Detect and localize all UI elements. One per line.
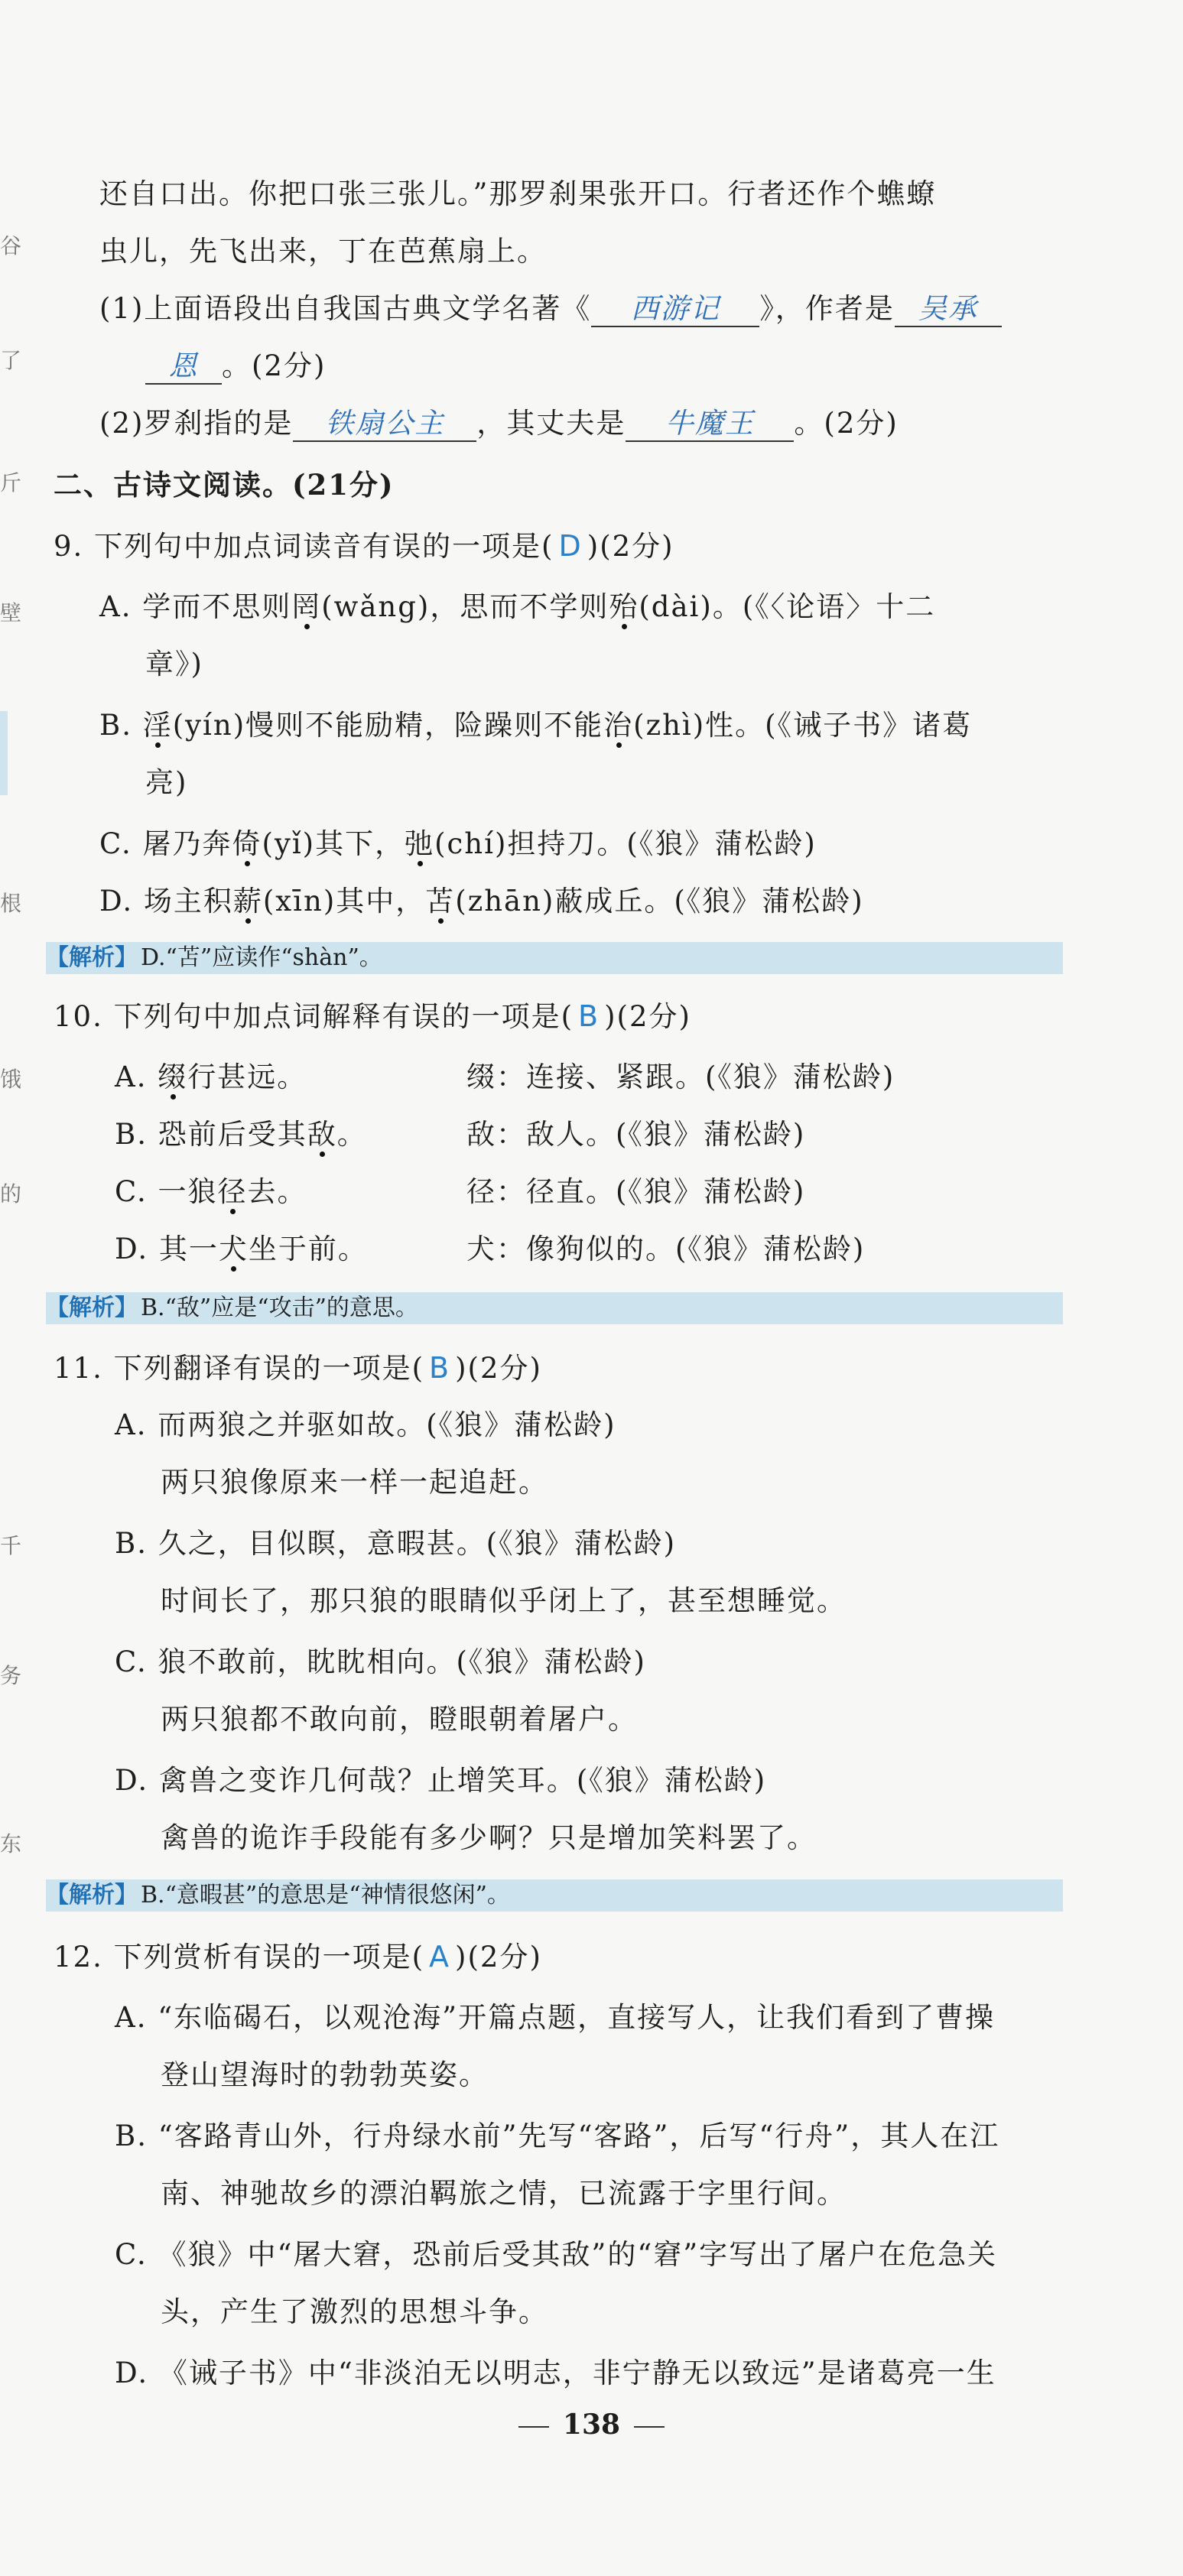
q12-option-a: A. “东临碣石，以观沧海”开篇点题，直接写人，让我们看到了曹操 [115, 2001, 996, 2034]
analysis-text: D.“苫”应读作“shàn”。 [141, 944, 382, 971]
text-segment: (1)上面语段出自我国古典文学名著《 [99, 292, 592, 325]
q12-option-d: D. 《诫子书》中“非淡泊无以明志，非宁静无以致远”是诸葛亮一生 [115, 2357, 996, 2389]
q11-option-b-translation: 时间长了，那只狼的眼睛似乎闭上了，甚至想睡觉。 [161, 1584, 847, 1617]
q12-option-c-cont: 头，产生了激烈的思想斗争。 [161, 2295, 548, 2328]
analysis-tag: 【解析】 [46, 1294, 138, 1321]
margin-char: 务 [0, 1663, 22, 1688]
q10-stem [54, 998, 691, 1035]
q8-sub2 [99, 405, 899, 442]
text-segment: A. 学而不思则 [99, 590, 292, 623]
q10-option-d-expl: 犬：像狗似的。(《狼》蒲松龄) [466, 1233, 866, 1265]
text-segment: 坐于前。 [248, 1233, 368, 1265]
q11-option-d-translation: 禽兽的诡诈手段能有多少啊？只是增加笑料罢了。 [161, 1821, 817, 1854]
text-segment: A. [115, 1061, 158, 1093]
margin-char: 饿 [0, 1067, 22, 1092]
analysis-bar [46, 1879, 1063, 1912]
emphasis-dotted-char: 殆 [609, 590, 639, 623]
text-segment: (zhì)性。(《诫子书》诸葛 [633, 709, 973, 742]
text-segment: 。(2分) [794, 407, 899, 440]
margin-char: 壁 [0, 600, 22, 625]
q11-option-a-translation: 两只狼像原来一样一起追赶。 [161, 1466, 548, 1499]
passage-line: 还自口出。你把口张三张儿。”那罗刹果张开口。行者还作个蟭蟟 [99, 177, 937, 210]
page-number-text: 138 [562, 2409, 621, 2441]
text-segment: 。(2分) [222, 349, 327, 382]
text-segment: 行甚远。 [187, 1061, 307, 1093]
emphasis-dotted-char: 缀 [158, 1061, 188, 1093]
text-segment: )(2分) [455, 1941, 542, 1973]
q12-option-a-cont: 登山望海时的勃勃英姿。 [161, 2058, 489, 2091]
emphasis-dotted-char: 治 [603, 709, 634, 742]
text-segment: D. 其一 [115, 1233, 219, 1265]
text-segment: D. 场主积 [99, 885, 233, 918]
emphasis-dotted-char: 淫 [142, 709, 173, 742]
text-segment: 10. 下列句中加点词解释有误的一项是( [54, 1000, 574, 1033]
q9-option-a [99, 589, 935, 625]
text-segment: )(2分) [455, 1352, 542, 1385]
q10-option-b [115, 1116, 367, 1153]
text-segment: (2)罗刹指的是 [99, 407, 294, 440]
text-segment: (xīn)其中， [262, 885, 426, 918]
text-segment: 12. 下列赏析有误的一项是( [54, 1941, 425, 1973]
text-segment: (chí)担持刀。(《狼》蒲松龄) [434, 827, 817, 860]
q11-stem [54, 1350, 542, 1387]
emphasis-dotted-char: 薪 [232, 885, 263, 918]
text-segment: 。 [336, 1118, 367, 1151]
q8-sub1-line1 [99, 291, 1002, 327]
emphasis-dotted-char: 弛 [405, 827, 435, 860]
answer-mark: A [429, 1940, 451, 1973]
q10-option-c-expl: 径：径直。(《狼》蒲松龄) [466, 1175, 806, 1208]
q9-option-b [99, 707, 972, 744]
q11-option-a: A. 而两狼之并驱如故。(《狼》蒲松龄) [115, 1408, 616, 1441]
answer-mark: B [429, 1351, 451, 1385]
q10-option-a [115, 1059, 307, 1096]
analysis-text: B.“意暇甚”的意思是“神情很悠闲”。 [141, 1882, 510, 1908]
analysis-bar [46, 942, 1063, 974]
q9-option-d [99, 883, 864, 920]
analysis-tag: 【解析】 [46, 944, 138, 971]
q11-option-c: C. 狼不敢前，眈眈相向。(《狼》蒲松龄) [115, 1645, 646, 1678]
text-segment: 去。 [247, 1175, 307, 1208]
answer-blank: 铁扇公主 [293, 407, 476, 442]
answer-blank: 牛魔王 [626, 407, 794, 442]
text-segment: (yín)慢则不能励精，险躁则不能 [172, 709, 604, 742]
margin-char: 谷 [0, 233, 22, 258]
margin-char: 东 [0, 1831, 22, 1856]
text-segment: B. 恐前后受其 [115, 1118, 307, 1151]
q12-option-b-cont: 南、神驰故乡的漂泊羁旅之情，已流露于字里行间。 [161, 2177, 847, 2210]
text-segment: )(2分) [604, 1000, 691, 1033]
emphasis-dotted-char: 罔 [291, 590, 322, 623]
q9-option-c [99, 826, 817, 862]
q12-stem [54, 1938, 542, 1976]
q12-option-c: C. 《狼》中“屠大窘，恐前后受其敌”的“窘”字写出了屠户在危急关 [115, 2238, 998, 2271]
text-segment: B. [99, 709, 143, 742]
q10-option-a-expl: 缀：连接、紧跟。(《狼》蒲松龄) [466, 1061, 895, 1093]
q11-option-d: D. 禽兽之变诈几何哉？止增笑耳。(《狼》蒲松龄) [115, 1764, 767, 1797]
emphasis-dotted-char: 径 [217, 1175, 248, 1208]
margin-char: 千 [0, 1533, 22, 1558]
analysis-text: B.“敌”应是“攻击”的意思。 [141, 1294, 418, 1321]
text-segment: )(2分) [587, 530, 674, 563]
section-title: 二、古诗文阅读。(21分) [54, 468, 395, 502]
answer-blank: 恩 [145, 349, 222, 385]
answer-mark: B [578, 999, 600, 1033]
emphasis-dotted-char: 倚 [232, 827, 262, 860]
q8-sub1-line2 [145, 348, 326, 385]
text-segment: 9. 下列句中加点词读音有误的一项是( [54, 530, 554, 563]
text-segment: 11. 下列翻译有误的一项是( [54, 1352, 425, 1385]
answer-mark: D [558, 529, 583, 563]
text-segment: C. 屠乃奔 [99, 827, 232, 860]
answer-blank: 西游记 [591, 292, 759, 327]
text-segment: (yǐ)其下， [262, 827, 405, 860]
q10-option-d [115, 1231, 368, 1268]
q10-option-b-expl: 敌：敌人。(《狼》蒲松龄) [466, 1118, 806, 1151]
q9-stem [54, 528, 674, 565]
q11-option-c-translation: 两只狼都不敢向前，瞪眼朝着屠户。 [161, 1703, 638, 1736]
text-segment: 》，作者是 [759, 292, 895, 325]
margin-char: 的 [0, 1181, 22, 1207]
q11-option-b: B. 久之，目似瞑，意暇甚。(《狼》蒲松龄) [115, 1527, 677, 1560]
text-segment: C. 一狼 [115, 1175, 218, 1208]
text-segment: (wǎng)，思而不学则 [321, 590, 609, 623]
page-number-dash [518, 2426, 549, 2428]
analysis-tag: 【解析】 [46, 1882, 138, 1908]
q9-option-b-cont: 亮) [145, 766, 188, 799]
emphasis-dotted-char: 苫 [425, 885, 456, 918]
answer-blank: 吴承 [895, 292, 1002, 327]
text-segment: (dài)。(《〈论语〉十二 [639, 590, 936, 623]
emphasis-dotted-char: 犬 [218, 1233, 249, 1265]
text-segment: (zhān)蔽成丘。(《狼》蒲松龄) [455, 885, 864, 918]
margin-highlight-strip [0, 711, 8, 795]
emphasis-dotted-char: 敌 [307, 1118, 337, 1151]
text-segment: ，其丈夫是 [476, 407, 626, 440]
passage-line: 虫儿，先飞出来，丁在芭蕉扇上。 [99, 235, 547, 268]
margin-char: 斤 [0, 470, 22, 495]
q10-option-c [115, 1174, 307, 1210]
analysis-bar [46, 1292, 1063, 1324]
margin-char: 根 [0, 891, 22, 916]
q9-option-a-cont: 章》) [145, 648, 203, 681]
q12-option-b: B. “客路青山外，行舟绿水前”先写“客路”，后写“行舟”，其人在江 [115, 2120, 1000, 2152]
margin-char: 了 [0, 348, 22, 373]
page-number-dash [634, 2426, 665, 2428]
page-number [0, 2409, 1183, 2441]
